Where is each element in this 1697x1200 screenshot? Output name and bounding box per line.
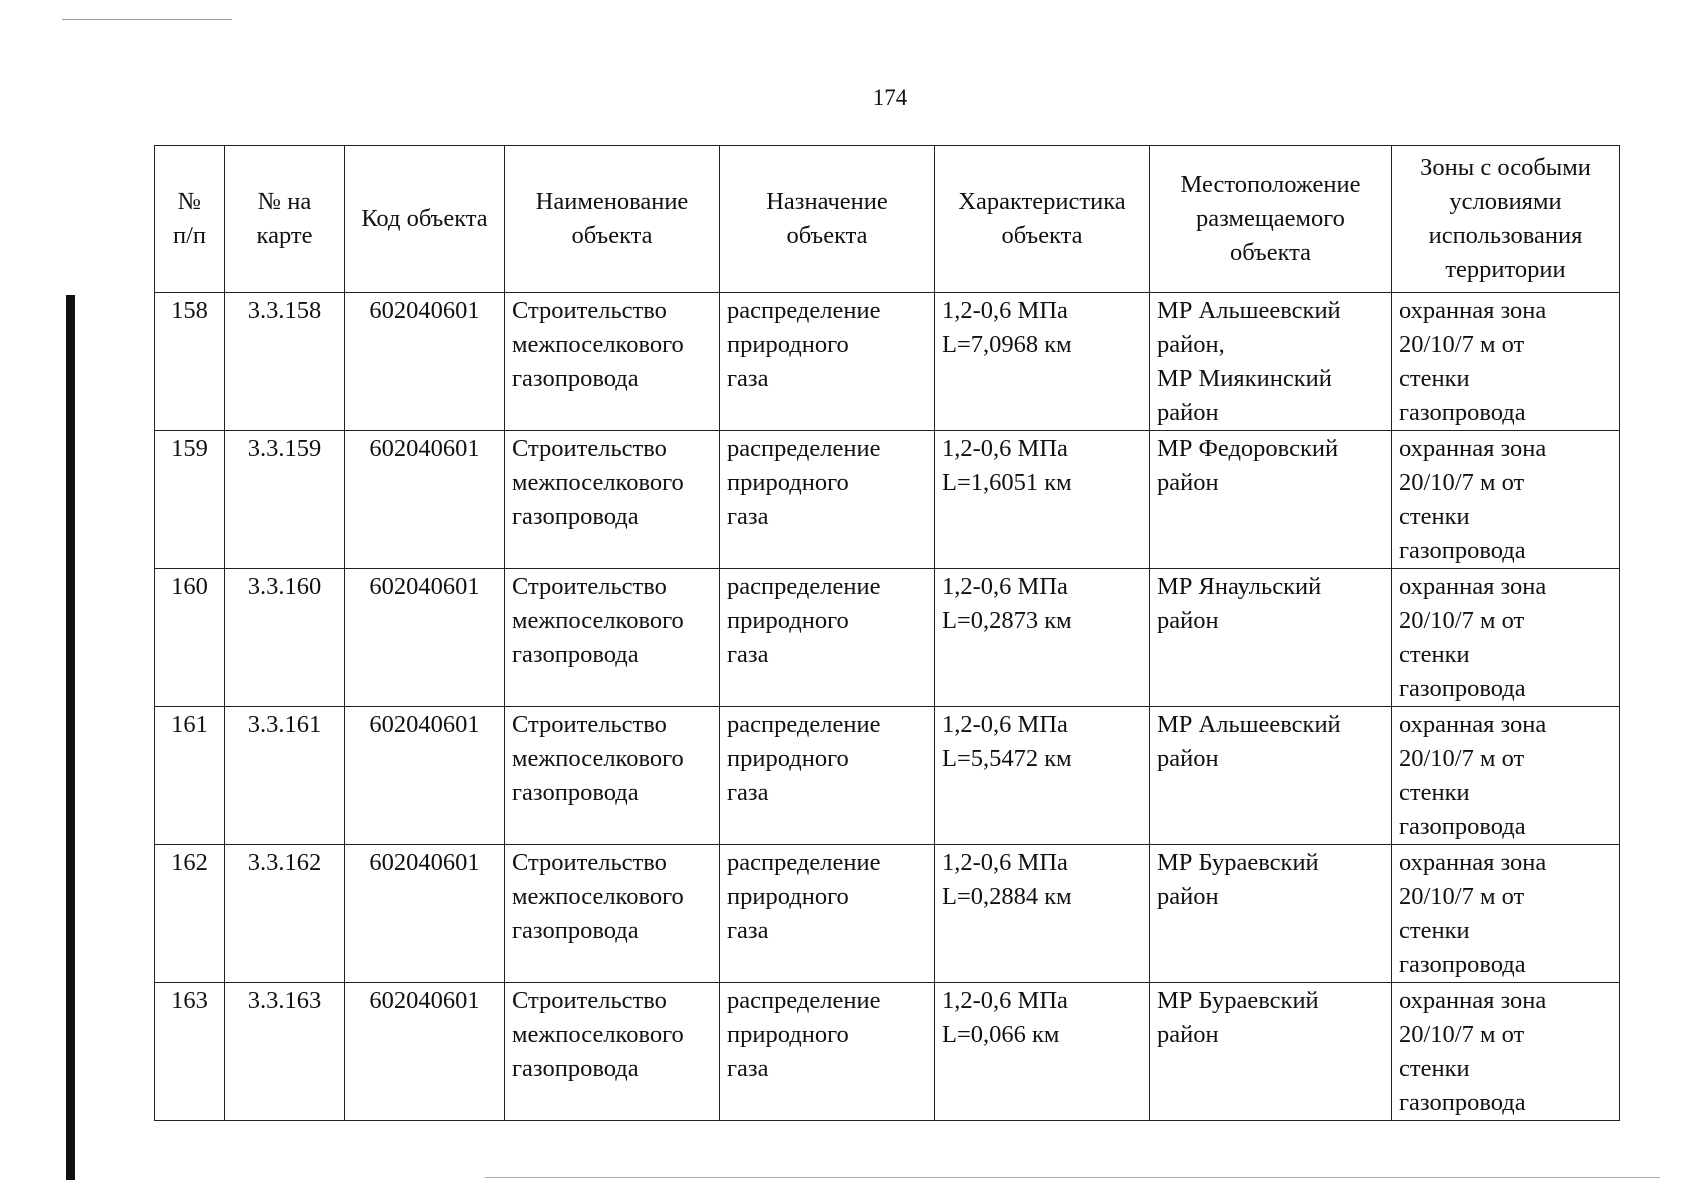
cell-object-location: МР Бураевский район (1150, 845, 1392, 983)
header-map: № на карте (225, 146, 345, 293)
cell-map-number: 3.3.159 (225, 431, 345, 569)
table-row (155, 983, 1620, 1121)
table-row (155, 845, 1620, 983)
cell-object-location: МР Альшеевский район (1150, 707, 1392, 845)
cell-map-number: 3.3.162 (225, 845, 345, 983)
cell-special-zones: охранная зона 20/10/7 м от стенки газопровода (1392, 845, 1620, 983)
cell-object-name: Строительство межпоселкового газопровода (505, 569, 720, 707)
cell-object-location: МР Янаульский район (1150, 569, 1392, 707)
cell-object-purpose: распределение природного газа (720, 845, 935, 983)
cell-object-location: МР Бураевский район (1150, 983, 1392, 1121)
cell-num: 161 (155, 707, 225, 845)
scan-artifact-left-bar (66, 295, 75, 1180)
cell-object-code: 602040601 (345, 983, 505, 1121)
table-row (155, 707, 1620, 845)
header-num: № п/п (155, 146, 225, 293)
cell-object-purpose: распределение природного газа (720, 293, 935, 431)
cell-object-name: Строительство межпоселкового газопровода (505, 983, 720, 1121)
cell-map-number: 3.3.160 (225, 569, 345, 707)
header-name: Наименование объекта (505, 146, 720, 293)
cell-object-code: 602040601 (345, 707, 505, 845)
cell-object-location: МР Федоровский район (1150, 431, 1392, 569)
cell-object-characteristic: 1,2-0,6 МПа L=7,0968 км (935, 293, 1150, 431)
cell-object-characteristic: 1,2-0,6 МПа L=0,2884 км (935, 845, 1150, 983)
cell-object-purpose: распределение природного газа (720, 983, 935, 1121)
cell-num: 163 (155, 983, 225, 1121)
cell-num: 160 (155, 569, 225, 707)
cell-map-number: 3.3.163 (225, 983, 345, 1121)
cell-special-zones: охранная зона 20/10/7 м от стенки газопровода (1392, 983, 1620, 1121)
cell-object-characteristic: 1,2-0,6 МПа L=1,6051 км (935, 431, 1150, 569)
header-row (155, 146, 1620, 293)
scan-artifact-top-line (62, 19, 232, 20)
cell-object-purpose: распределение природного газа (720, 569, 935, 707)
cell-object-purpose: распределение природного газа (720, 431, 935, 569)
table-row (155, 293, 1620, 431)
header-purpose: Назначение объекта (720, 146, 935, 293)
cell-num: 159 (155, 431, 225, 569)
cell-object-code: 602040601 (345, 569, 505, 707)
table-row (155, 569, 1620, 707)
cell-object-code: 602040601 (345, 845, 505, 983)
cell-object-name: Строительство межпоселкового газопровода (505, 845, 720, 983)
cell-special-zones: охранная зона 20/10/7 м от стенки газопровода (1392, 569, 1620, 707)
header-characteristic: Характеристика объекта (935, 146, 1150, 293)
cell-object-name: Строительство межпоселкового газопровода (505, 431, 720, 569)
cell-object-code: 602040601 (345, 293, 505, 431)
header-zones: Зоны с особыми условиями использования территории (1392, 146, 1620, 293)
cell-num: 158 (155, 293, 225, 431)
header-code: Код объекта (345, 146, 505, 293)
cell-object-name: Строительство межпоселкового газопровода (505, 707, 720, 845)
objects-table (154, 145, 1620, 1121)
cell-object-code: 602040601 (345, 431, 505, 569)
cell-num: 162 (155, 845, 225, 983)
cell-object-purpose: распределение природного газа (720, 707, 935, 845)
cell-special-zones: охранная зона 20/10/7 м от стенки газопровода (1392, 431, 1620, 569)
cell-object-characteristic: 1,2-0,6 МПа L=0,066 км (935, 983, 1150, 1121)
page-number: 174 (872, 85, 908, 110)
header-location: Местоположение размещаемого объекта (1150, 146, 1392, 293)
cell-special-zones: охранная зона 20/10/7 м от стенки газопровода (1392, 707, 1620, 845)
cell-object-characteristic: 1,2-0,6 МПа L=5,5472 км (935, 707, 1150, 845)
cell-object-characteristic: 1,2-0,6 МПа L=0,2873 км (935, 569, 1150, 707)
cell-map-number: 3.3.158 (225, 293, 345, 431)
cell-object-location: МР Альшеевский район, МР Миякинский район (1150, 293, 1392, 431)
cell-object-name: Строительство межпоселкового газопровода (505, 293, 720, 431)
table-row (155, 431, 1620, 569)
cell-special-zones: охранная зона 20/10/7 м от стенки газопровода (1392, 293, 1620, 431)
cell-map-number: 3.3.161 (225, 707, 345, 845)
scan-artifact-bottom-line (485, 1177, 1660, 1178)
